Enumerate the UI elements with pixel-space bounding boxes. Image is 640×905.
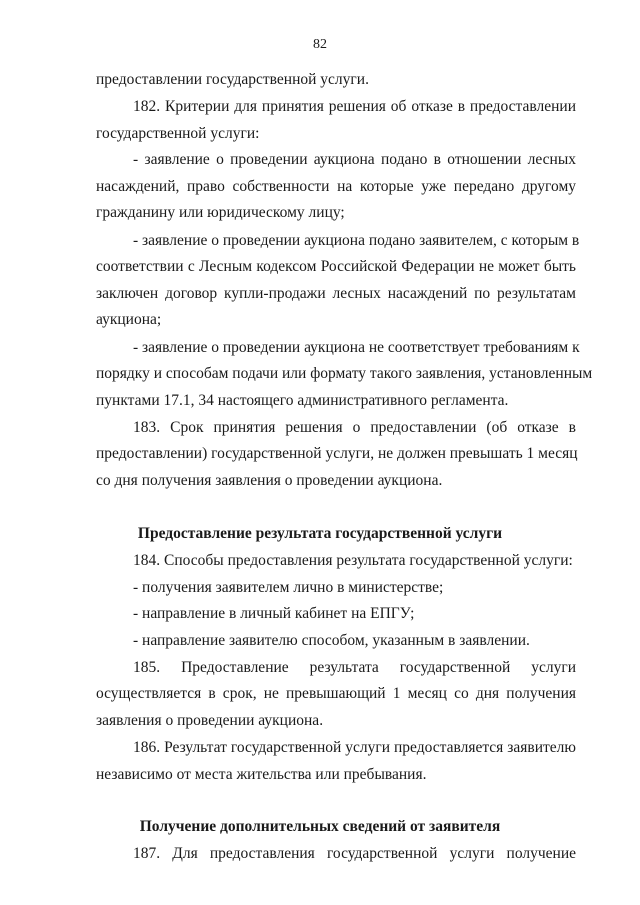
section-heading-result: Предоставление результата государственной услуги bbox=[137, 525, 503, 542]
text-line: предоставлении) государственной услуги, не должен превышать 1 месяц bbox=[96, 445, 578, 462]
list-item-line: - получения заявителем лично в министерстве; bbox=[133, 579, 444, 596]
list-item-line: - заявление о проведении аукциона подано в отношении лесных bbox=[133, 151, 576, 168]
text-line: осуществляется в срок, не превышающий 1 месяц со дня получения bbox=[96, 685, 576, 702]
text-line: насаждений, право собственности на которые уже передано другому bbox=[96, 178, 576, 195]
text-line: государственной услуги: bbox=[96, 125, 260, 142]
section-heading-additional-info: Получение дополнительных сведений от заявителя bbox=[139, 818, 501, 835]
text-line: соответствии с Лесным кодексом Российской Федерации не может быть bbox=[96, 258, 576, 275]
text-line: со дня получения заявления о проведении аукциона. bbox=[96, 472, 443, 489]
list-item-line: - направление заявителю способом, указанным в заявлении. bbox=[133, 632, 530, 649]
paragraph-183-line: 183. Срок принятия решения о предоставлении (об отказе в bbox=[133, 419, 576, 436]
list-item-line: - заявление о проведении аукциона не соответствует требованиям к bbox=[133, 339, 580, 356]
text-line: пунктами 17.1, 34 настоящего административного регламента. bbox=[96, 392, 509, 409]
text-line: заявления о проведении аукциона. bbox=[96, 712, 324, 729]
paragraph-182-line: 182. Критерии для принятия решения об отказе в предоставлении bbox=[133, 98, 576, 115]
text-line: предоставлении государственной услуги. bbox=[96, 71, 369, 88]
paragraph-184-line: 184. Способы предоставления результата государственной услуги: bbox=[133, 552, 573, 569]
paragraph-185-line: 185. Предоставление результата государственной услуги bbox=[133, 659, 576, 676]
paragraph-186-line: 186. Результат государственной услуги предоставляется заявителю bbox=[133, 739, 576, 756]
paragraph-187-line: 187. Для предоставления государственной услуги получение bbox=[133, 845, 576, 862]
text-line: аукциона; bbox=[96, 311, 162, 328]
list-item-line: - направление в личный кабинет на ЕПГУ; bbox=[133, 605, 415, 622]
text-line: порядку и способам подачи или формату такого заявления, установленным bbox=[96, 365, 593, 382]
page-number: 82 bbox=[313, 37, 327, 52]
list-item-line: - заявление о проведении аукциона подано заявителем, с которым в bbox=[133, 232, 580, 249]
text-line: гражданину или юридическому лицу; bbox=[96, 204, 345, 221]
text-line: заключен договор купли-продажи лесных насаждений по результатам bbox=[96, 285, 576, 302]
text-line: независимо от места жительства или пребывания. bbox=[96, 766, 427, 783]
